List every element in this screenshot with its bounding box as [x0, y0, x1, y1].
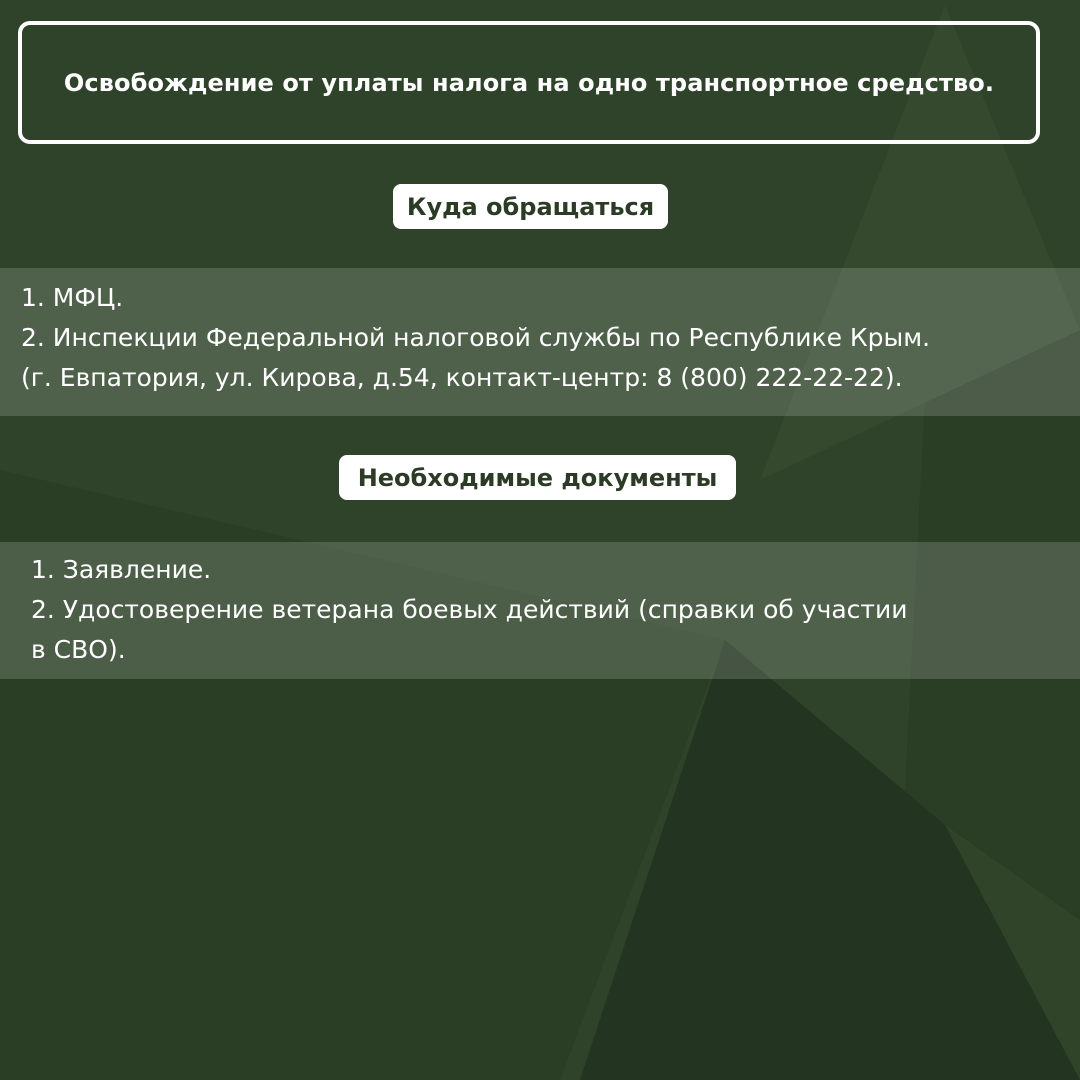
- page-title: Освобождение от уплаты налога на одно транспортное средство.: [63, 68, 995, 97]
- where-line-mfc: 1. МФЦ.: [21, 283, 124, 312]
- documents-line-application: 1. Заявление.: [31, 555, 212, 584]
- where-to-apply-panel: [0, 268, 1080, 416]
- required-documents-heading: Необходимые документы: [339, 455, 736, 500]
- title-box: [18, 21, 1040, 144]
- where-line-tax-inspection: 2. Инспекции Федеральной налоговой службы по Республике Крым.: [21, 323, 931, 352]
- required-documents-panel: [0, 542, 1080, 679]
- where-to-apply-heading: Куда обращаться: [393, 184, 668, 229]
- where-line-address-contact: (г. Евпатория, ул. Кирова, д.54, контакт-центр: 8 (800) 222-22-22).: [21, 363, 903, 392]
- documents-line-svo: в СВО).: [31, 635, 126, 664]
- documents-line-veteran-certificate: 2. Удостоверение ветерана боевых действий (справки об участии: [31, 595, 908, 624]
